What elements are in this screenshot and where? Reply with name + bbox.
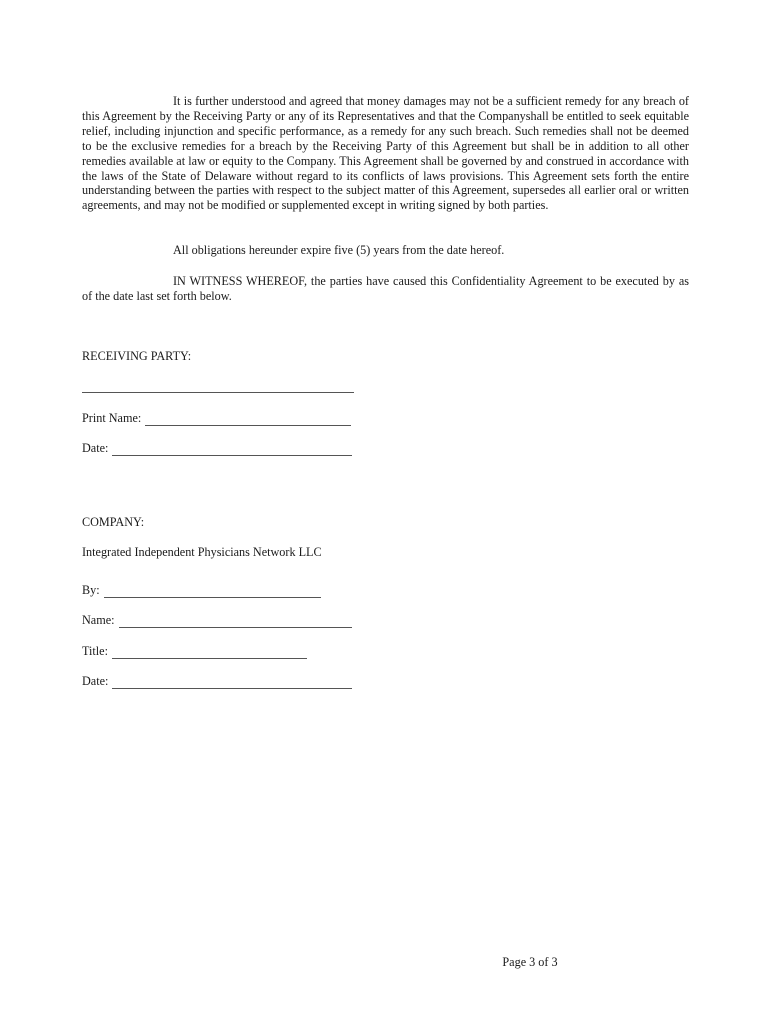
company-by-field[interactable] xyxy=(82,583,321,598)
page-footer xyxy=(0,955,706,970)
company-title-field[interactable] xyxy=(82,644,307,659)
company-date-blank[interactable] xyxy=(112,677,352,689)
by-blank[interactable] xyxy=(104,586,321,598)
print-name-blank[interactable] xyxy=(145,414,351,426)
name-blank[interactable] xyxy=(119,616,352,628)
company-name: Integrated Independent Physicians Network LLC xyxy=(82,545,322,559)
company-date-field[interactable] xyxy=(82,674,352,689)
receiving-party-print-name-field[interactable] xyxy=(82,411,351,426)
print-name-label: Print Name: xyxy=(82,411,142,425)
in-witness-paragraph: IN WITNESS WHEREOF, the parties have caused this Confidentiality Agreement to be executed by as of the date last set forth below. xyxy=(82,274,689,303)
receiving-party-date-blank[interactable] xyxy=(112,444,352,456)
receiving-party-signature-line[interactable] xyxy=(82,392,354,393)
remedies-governing-law-paragraph: It is further understood and agreed that money damages may not be a sufficient remedy for any breach of this Agreement by the Receiving Party or any of its Representatives and that the Companyshall be entitled to seek equitable relief, including injunction and specific performance, as a remedy for any such breach. Such remedies shall not be deemed to be the exclusive remedies for a breach by the Receiving Party of this Agreement but shall be in addition to all other remedies available at law or equity to the Company. This Agreement shall be governed by and construed in accordance with the laws of the State of Delaware without regard to its conflicts of laws provisions. This Agreement sets forth the entire understanding between the parties with respect to the subject matter of this Agreement, supersedes all earlier oral or written agreements, and may not be modified or supplemented except in writing signed by both parties. xyxy=(82,94,689,213)
receiving-party-date-field[interactable] xyxy=(82,441,352,456)
by-label: By: xyxy=(82,583,100,597)
name-label: Name: xyxy=(82,613,115,627)
title-label: Title: xyxy=(82,644,108,658)
receiving-party-heading: RECEIVING PARTY: xyxy=(82,349,192,363)
page-number: Page 3 of 3 xyxy=(502,955,558,969)
company-name-field[interactable] xyxy=(82,613,352,628)
receiving-party-date-label: Date: xyxy=(82,441,109,455)
obligations-expiry-paragraph: All obligations hereunder expire five (5) years from the date hereof. xyxy=(173,243,505,257)
title-blank[interactable] xyxy=(112,647,307,659)
company-date-label: Date: xyxy=(82,674,109,688)
company-heading: COMPANY: xyxy=(82,515,145,529)
